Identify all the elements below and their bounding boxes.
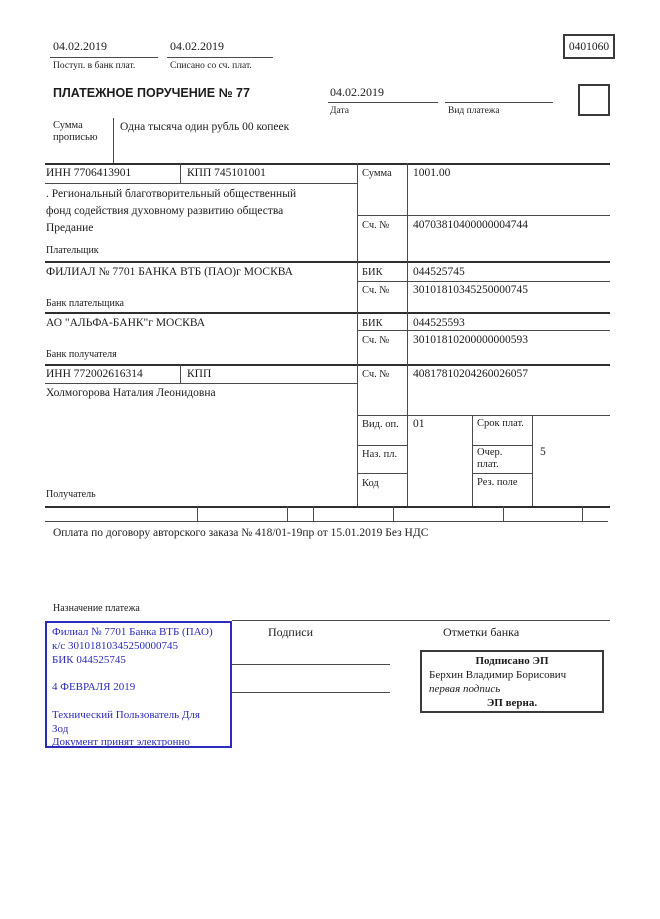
- ops-col-divider-1: [472, 415, 473, 506]
- signatures-top-border: [232, 620, 610, 621]
- blue-stamp-line: 4 ФЕВРАЛЯ 2019: [52, 681, 136, 694]
- received-in-bank-label: Поступ. в банк плат.: [53, 61, 136, 71]
- payee-account-label: Сч. №: [362, 369, 390, 380]
- payer-bank-bik-divider: [357, 281, 610, 282]
- blue-stamp-line: к/с 30101810345250000745: [52, 639, 179, 652]
- payee-account: 40817810204260026057: [413, 368, 528, 380]
- esign-signature-role: первая подпись: [429, 683, 501, 695]
- inn-kpp-divider: [180, 163, 181, 183]
- pay-purpose-row-border: [357, 473, 407, 474]
- payer-bank-bik-label: БИК: [362, 267, 383, 278]
- payer-account: 40703810400000004744: [413, 219, 528, 231]
- signature-line-1: [232, 664, 390, 665]
- payee-inn-kpp-divider: [180, 364, 181, 383]
- priority-label: Очер. плат.: [477, 447, 503, 471]
- pay-term-row-border: [472, 445, 532, 446]
- payment-type-box: [578, 84, 610, 116]
- payee-bank-section-label: Банк получателя: [46, 349, 117, 360]
- reserve-row-divider-3: [313, 506, 314, 521]
- reserve-row-bottom-border: [45, 521, 608, 522]
- signature-line-2: [232, 692, 390, 693]
- payer-name: . Региональный благотворительный общественный фонд содействия духовному развитию общества Предание: [46, 188, 297, 234]
- payee-kpp-label: КПП: [187, 368, 212, 380]
- esign-verified-line: ЭП верна.: [486, 697, 538, 709]
- payee-name: Холмогорова Наталия Леонидовна: [46, 387, 216, 399]
- form-code-box: [563, 34, 615, 59]
- inn-kpp-row-border: [45, 183, 357, 184]
- payer-account-label: Сч. №: [362, 220, 390, 231]
- payee-bank-bik: 044525593: [413, 317, 465, 329]
- reserve-row-divider-5: [503, 506, 504, 521]
- signatures-title: Подписи: [268, 625, 314, 639]
- payment-purpose-label: Назначение платежа: [53, 603, 140, 614]
- payer-bank-account-label: Сч. №: [362, 285, 390, 296]
- bank-marks-title: Отметки банка: [443, 625, 520, 639]
- pay-term-label: Срок плат.: [477, 418, 524, 429]
- received-date-underline: [50, 57, 158, 58]
- payee-bank-name: АО "АЛЬФА-БАНК"г МОСКВА: [46, 317, 206, 329]
- reserve-row-divider-4: [393, 506, 394, 521]
- received-in-bank-date: 04.02.2019: [53, 39, 107, 53]
- document-date: 04.02.2019: [330, 85, 384, 99]
- payer-bank-bottom-border: [45, 312, 610, 314]
- code-label: Код: [362, 478, 379, 489]
- payee-bank-account-label: Сч. №: [362, 335, 390, 346]
- payee-bank-bik-label: БИК: [362, 318, 383, 329]
- payment-type-label: Вид платежа: [448, 106, 500, 116]
- amount-value: 1001.00: [413, 167, 451, 179]
- payer-bottom-border: [45, 261, 610, 263]
- payee-inn: ИНН 772002616314: [46, 368, 143, 380]
- blue-stamp-line: [52, 667, 225, 681]
- date-underline: [328, 102, 438, 103]
- payer-bank-bik: 044525745: [413, 266, 465, 278]
- table-bottom-border: [45, 506, 610, 508]
- esign-stamp-box: [420, 650, 604, 713]
- debited-date-underline: [167, 57, 273, 58]
- payment-type-underline: [445, 102, 553, 103]
- ops-table-top-border: [357, 415, 610, 416]
- table-top-border: [45, 163, 610, 165]
- amount-in-words-value: Одна тысяча один рубль 00 копеек: [120, 121, 290, 133]
- blue-stamp-line: Документ принят электронно: [52, 736, 190, 749]
- payment-purpose-text: Оплата по договору авторского заказа № 418/01-19пр от 15.01.2019 Без НДС: [53, 527, 429, 539]
- payee-bank-bik-divider: [357, 330, 610, 331]
- amount-label: Сумма: [362, 168, 392, 179]
- payer-inn: ИНН 7706413901: [46, 167, 132, 179]
- payer-kpp: КПП 745101001: [187, 167, 266, 179]
- amount-in-words-label: Сумма прописью: [53, 120, 98, 144]
- document-title: ПЛАТЕЖНОЕ ПОРУЧЕНИЕ № 77: [53, 86, 250, 100]
- reserve-row-divider-6: [582, 506, 583, 521]
- blue-stamp-line: Зод: [52, 722, 69, 735]
- ops-col-divider-2: [532, 415, 533, 506]
- debited-date: 04.02.2019: [170, 39, 224, 53]
- esign-signed-line: Подписано ЭП: [475, 655, 549, 667]
- blue-stamp-line: Филиал № 7701 Банка ВТБ (ПАО): [52, 626, 213, 638]
- pay-purpose-label: Наз. пл.: [362, 449, 398, 460]
- priority-row-border: [472, 473, 532, 474]
- reserve-row-divider-2: [287, 506, 288, 521]
- label-value-divider: [407, 163, 408, 506]
- op-type-label: Вид. оп.: [362, 419, 399, 430]
- op-type-value: 01: [413, 418, 425, 430]
- payer-bank-name: ФИЛИАЛ № 7701 БАНКА ВТБ (ПАО)г МОСКВА: [46, 266, 293, 278]
- blue-stamp-line: [52, 695, 225, 709]
- payee-bank-bottom-border: [45, 364, 610, 366]
- payer-section-label: Плательщик: [46, 245, 99, 256]
- date-label: Дата: [330, 106, 349, 116]
- form-code: 0401060: [568, 40, 610, 53]
- sum-account-divider: [357, 215, 610, 216]
- reserve-row-divider-1: [197, 506, 198, 521]
- priority-value: 5: [540, 446, 546, 458]
- blue-stamp-line: Технический Пользователь Для: [52, 708, 200, 721]
- amount-words-divider: [113, 118, 114, 164]
- bank-blue-stamp-box: [45, 621, 232, 748]
- payee-inn-row-border: [45, 383, 357, 384]
- esign-signer-name: Берхин Владимир Борисович: [429, 669, 567, 681]
- debited-label: Списано со сч. плат.: [170, 61, 252, 71]
- payee-bank-account: 30101810200000000593: [413, 334, 528, 346]
- payer-bank-account: 30101810345250000745: [413, 284, 528, 296]
- table-main-divider: [357, 163, 358, 506]
- payer-bank-section-label: Банк плательщика: [46, 298, 124, 309]
- op-type-row-border: [357, 445, 407, 446]
- blue-stamp-line: БИК 044525745: [52, 653, 126, 666]
- reserve-field-label: Рез. поле: [477, 477, 518, 488]
- payee-section-label: Получатель: [46, 489, 96, 500]
